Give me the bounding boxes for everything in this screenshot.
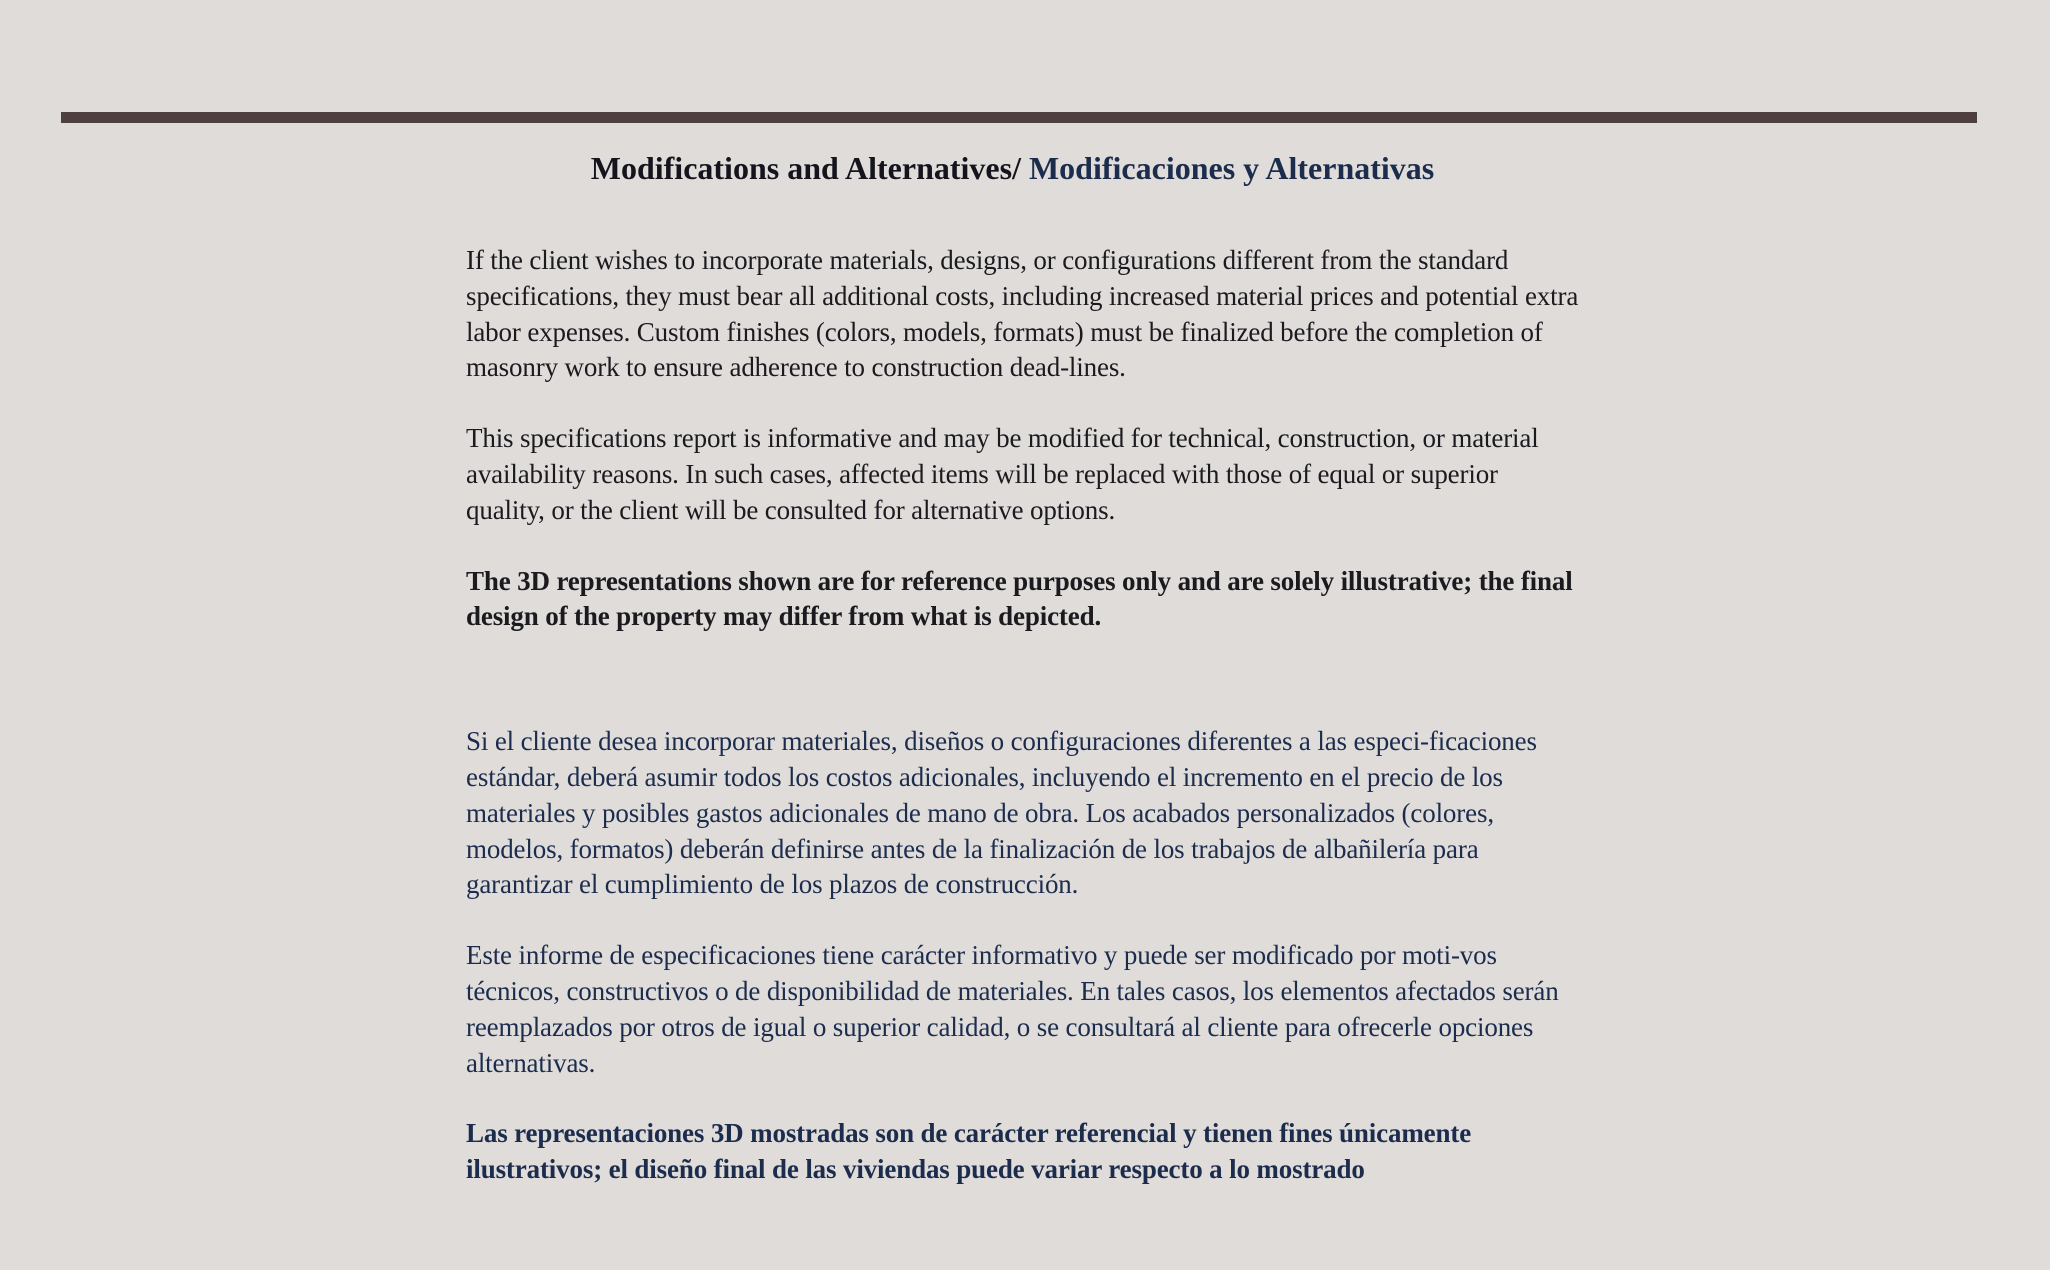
title-spanish: Modificaciones y Alternativas — [1028, 150, 1435, 186]
spanish-paragraph-3d-disclaimer: Las representaciones 3D mostradas son de carácter referencial y tienen fines únicamente ilustrativos; el diseño final de las viviendas puede variar respecto a lo mostrado — [466, 1118, 1472, 1185]
title-english: Modifications and Alternatives/ — [590, 150, 1021, 186]
page-title — [0, 145, 2025, 191]
english-paragraph-3d-disclaimer: The 3D representations shown are for reference purposes only and are solely illustrative; the final design of the property may differ from what is depicted. — [466, 565, 1573, 632]
spanish-paragraph-informative: Este informe de especificaciones tiene carácter informativo y puede ser modificado por moti-vos técnicos, constructivos o de disponibilidad de materiales. En tales casos, los elementos afectados serán reemplazados por otros de igual o superior calidad, o se consultará al cliente para ofrecerle opciones alternativas. — [466, 940, 1559, 1078]
english-paragraph-modifications: If the client wishes to incorporate materials, designs, or configurations different from the standard specifications, they must bear all additional costs, including increased material prices and potential extra labor expenses. Custom finishes (colors, models, formats) must be finalized before the completion of masonry work to ensure adherence to construction dead-lines. — [466, 245, 1579, 383]
document-body — [466, 243, 1582, 1188]
top-divider — [61, 112, 1977, 123]
spanish-paragraph-modifications: Si el cliente desea incorporar materiales, diseños o configuraciones diferentes a las especi-ficaciones estándar, deberá asumir todos los costos adicionales, incluyendo el incremento en el precio de los materiales y posibles gastos adicionales de mano de obra. Los acabados personalizados (colores, modelos, formatos) deberán definirse antes de la finalización de los trabajos de albañilería para garantizar el cumplimiento de los plazos de construcción. — [466, 726, 1537, 900]
english-paragraph-informative: This specifications report is informative and may be modified for technical, construction, or material availability reasons. In such cases, affected items will be replaced with those of equal or superior quality, or the client will be consulted for alternative options. — [466, 423, 1539, 525]
